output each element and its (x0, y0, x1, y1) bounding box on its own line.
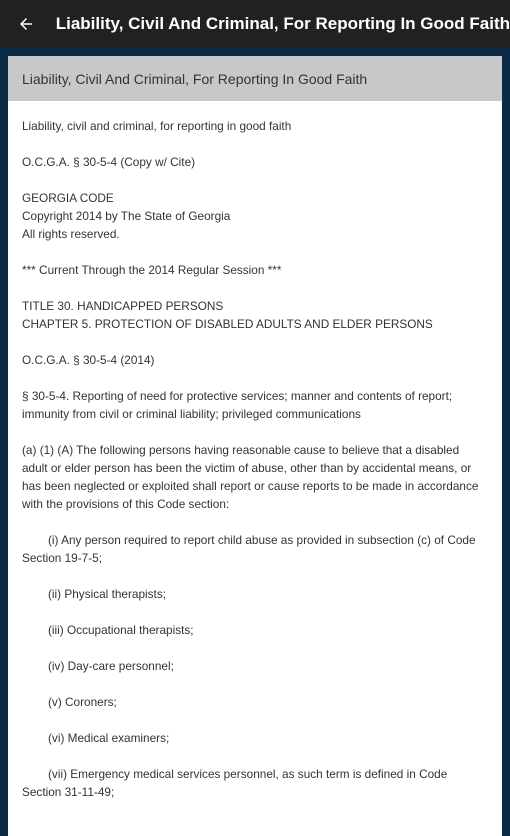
doc-item-iv: (iv) Day-care personnel; (48, 659, 174, 673)
app-bar (0, 0, 510, 48)
doc-code-name: GEORGIA CODE (22, 191, 114, 205)
doc-copyright: Copyright 2014 by The State of Georgia (22, 209, 231, 223)
doc-item-iii: (iii) Occupational therapists; (48, 623, 194, 637)
doc-session: *** Current Through the 2014 Regular Session *** (22, 263, 282, 277)
doc-chapter-heading: CHAPTER 5. PROTECTION OF DISABLED ADULTS AND ELDER PERSONS (22, 317, 433, 331)
doc-item-vii: (vii) Emergency medical services personnel, as such term is defined in Code Section 31-11-49; (22, 767, 448, 799)
doc-item-v: (v) Coroners; (48, 695, 117, 709)
doc-title-heading: TITLE 30. HANDICAPPED PERSONS (22, 299, 224, 313)
doc-citation: O.C.G.A. § 30-5-4 (Copy w/ Cite) (22, 155, 196, 169)
page-title: Liability, Civil And Criminal, For Reporting In Good Faith (55, 14, 510, 33)
doc-subsection-a: (a) (1) (A) The following persons having reasonable cause to believe that a disabled adult or elder person has been the victim of abuse, other than by accidental means, or has been neglected or exploited shall report or cause reports to be made in accordance with the provisions of this Code section: (22, 443, 479, 511)
document-body (8, 101, 502, 801)
card-header: Liability, Civil And Criminal, For Reporting In Good Faith (8, 56, 502, 101)
doc-copyright-block (22, 189, 488, 243)
doc-rights: All rights reserved. (22, 227, 120, 241)
back-button[interactable] (16, 12, 36, 36)
doc-section-heading: § 30-5-4. Reporting of need for protective services; manner and contents of report; immunity from civil or criminal liability; privileged communications (22, 389, 453, 421)
doc-heading-block (22, 297, 488, 333)
doc-item-vi: (vi) Medical examiners; (48, 731, 170, 745)
document-card (8, 56, 502, 836)
arrow-left-icon (17, 15, 35, 33)
doc-item-ii: (ii) Physical therapists; (48, 587, 167, 601)
doc-citation-year: O.C.G.A. § 30-5-4 (2014) (22, 353, 155, 367)
doc-item-i: (i) Any person required to report child abuse as provided in subsection (c) of Code Section 19-7-5; (22, 533, 476, 565)
doc-title: Liability, civil and criminal, for reporting in good faith (22, 119, 292, 133)
